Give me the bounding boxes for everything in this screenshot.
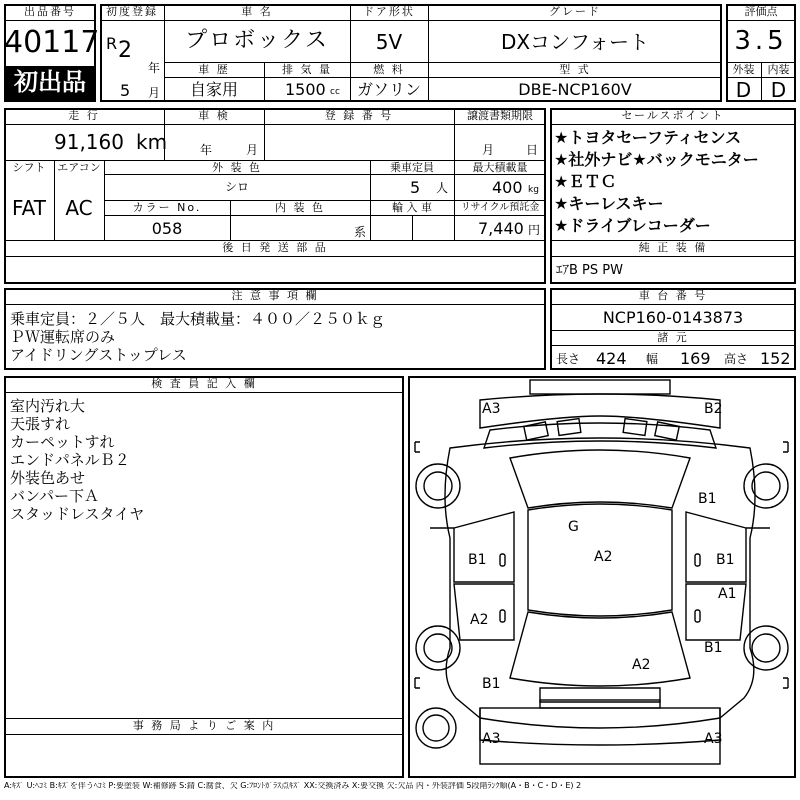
registration-era: R bbox=[106, 34, 118, 53]
inspector-note: 室内汚れ大 bbox=[10, 397, 86, 415]
sales-points-list bbox=[554, 130, 759, 240]
history-label: 車 歴 bbox=[198, 63, 230, 76]
person-unit: 人 bbox=[436, 181, 449, 195]
damage-windshield: G bbox=[568, 519, 579, 535]
grade-label: グレード bbox=[549, 5, 601, 18]
interior-grade: D bbox=[770, 78, 787, 102]
exterior-grade: D bbox=[735, 78, 752, 102]
import-label: 輸 入 車 bbox=[392, 201, 432, 214]
sales-point-item: ★ドライブレコーダー bbox=[554, 216, 711, 235]
inspector-note: バンパー下Ａ bbox=[10, 487, 99, 505]
damage-right-rear-door: A1 bbox=[718, 586, 737, 602]
interior-label: 内装 bbox=[767, 63, 790, 76]
capacity-value: 5 bbox=[410, 178, 421, 197]
car-name: プロボックス bbox=[185, 28, 329, 53]
damage-rear-left: A3 bbox=[482, 731, 501, 747]
registration-year: 2 bbox=[118, 38, 132, 63]
plate-label: 登 録 番 号 bbox=[324, 109, 394, 122]
transfer-month: 月 bbox=[482, 143, 495, 157]
car-name-label: 車 名 bbox=[241, 5, 273, 18]
month-char: 月 bbox=[148, 86, 161, 100]
sales-point-item: ★社外ナビ★バックモニター bbox=[554, 150, 759, 169]
shift-label: シフト bbox=[12, 161, 46, 174]
color-no-label: カラー No. bbox=[132, 201, 202, 214]
yen-unit: 円 bbox=[528, 223, 541, 237]
registration-label: 初度登録 bbox=[106, 5, 158, 18]
genuine-label: 純 正 装 備 bbox=[638, 241, 708, 254]
caution-line: ＰＷ運転席のみ bbox=[10, 328, 116, 346]
interior-color-label: 内 装 色 bbox=[275, 201, 325, 214]
model-code: DBE-NCP160V bbox=[518, 80, 632, 99]
load-value: 400 bbox=[492, 178, 523, 197]
sales-points-label: セールスポイント bbox=[621, 109, 725, 122]
fuel-label: 燃 料 bbox=[373, 63, 405, 76]
displacement-label: 排 気 量 bbox=[282, 63, 332, 76]
displacement-value: 1500 bbox=[285, 80, 326, 99]
kei-char: 系 bbox=[354, 225, 367, 239]
model-label: 型 式 bbox=[559, 63, 591, 76]
caution-lines bbox=[10, 310, 385, 364]
inspector-notes bbox=[10, 397, 144, 523]
ac-label: エアコン bbox=[57, 161, 101, 174]
recycle-label: リサイクル預託金 bbox=[460, 202, 540, 213]
registration-month: 5 bbox=[120, 81, 131, 100]
grade-value: DXコンフォート bbox=[500, 30, 650, 54]
lot-number: 40117 bbox=[4, 25, 100, 60]
inspector-note: 天張すれ bbox=[10, 415, 71, 433]
capacity-label: 乗車定員 bbox=[390, 161, 434, 174]
damage-right-front-door: B1 bbox=[716, 552, 735, 568]
legend-text: A:ｷｽﾞ U:ﾍｺﾐ B:ｷｽﾞを伴うﾍｺﾐ P:要塗装 W:補修跡 S:錆 C:腐食、欠 G:ﾌﾛﾝﾄｶﾞﾗｽ点ｷｽﾞ XX:交換済み X:要交換 欠:欠品 内・外装評価 5段階ﾗﾝｸ順(A・B・C・D・E) 2 bbox=[4, 782, 582, 790]
inspector-note: エンドパネルＢ２ bbox=[10, 451, 130, 469]
damage-roof: A2 bbox=[594, 549, 613, 565]
damage-left-rear-fender: B1 bbox=[482, 676, 501, 692]
fuel-value: ガソリン bbox=[356, 80, 421, 99]
color-no-value: 058 bbox=[151, 219, 183, 238]
caution-label: 注 意 事 項 欄 bbox=[231, 289, 319, 302]
mileage-label: 走 行 bbox=[68, 109, 100, 122]
door-label: ドア形状 bbox=[363, 5, 415, 18]
inspection-year: 年 bbox=[200, 143, 213, 157]
length-label: 長さ bbox=[556, 352, 581, 366]
lot-label: 出品番号 bbox=[24, 5, 76, 18]
dims-label: 諸 元 bbox=[657, 331, 689, 344]
color-value: シロ bbox=[224, 180, 249, 194]
exterior-label: 外装 bbox=[732, 63, 755, 76]
score-label: 評価点 bbox=[744, 5, 778, 18]
car-diagram bbox=[410, 378, 794, 776]
inspector-note: スタッドレスタイヤ bbox=[10, 505, 145, 523]
color-label: 外 装 色 bbox=[212, 161, 262, 174]
office-label: 事 務 局 よ り ご 案 内 bbox=[132, 719, 276, 732]
first-listing-text: 初出品 bbox=[14, 68, 86, 96]
inspector-note: カーペットすれ bbox=[10, 433, 115, 451]
damage-rear-right: A3 bbox=[704, 731, 723, 747]
ac-value: AC bbox=[65, 196, 93, 220]
damage-right-rear-fender: B1 bbox=[704, 640, 723, 656]
width-value: 169 bbox=[680, 349, 711, 368]
damage-front-left: A3 bbox=[482, 401, 501, 417]
width-label: 幅 bbox=[646, 352, 659, 366]
kg-unit: kg bbox=[528, 185, 539, 195]
inspector-label: 検 査 員 記 入 欄 bbox=[151, 377, 257, 390]
score-value: 3.5 bbox=[734, 26, 788, 56]
cc-unit: cc bbox=[330, 87, 340, 97]
door-type: 5V bbox=[375, 30, 403, 54]
damage-front-right: B2 bbox=[704, 401, 723, 417]
year-char: 年 bbox=[148, 61, 161, 75]
height-value: 152 bbox=[760, 349, 791, 368]
transfer-day: 日 bbox=[526, 143, 539, 157]
chassis-label: 車 台 番 号 bbox=[638, 289, 708, 302]
damage-left-rear-door: A2 bbox=[470, 612, 489, 628]
transfer-label: 譲渡書類期限 bbox=[467, 109, 533, 122]
sales-point-item: ★トヨタセーフティセンス bbox=[554, 128, 742, 147]
damage-left-front-door: B1 bbox=[468, 552, 487, 568]
length-value: 424 bbox=[596, 349, 627, 368]
later-parts-label: 後 日 発 送 部 品 bbox=[222, 241, 328, 254]
inspection-label: 車 検 bbox=[198, 109, 230, 122]
mileage-value: 91,160 bbox=[54, 130, 124, 154]
km-unit: km bbox=[136, 130, 168, 154]
height-label: 高さ bbox=[724, 352, 749, 366]
inspection-month: 月 bbox=[246, 143, 259, 157]
sales-point-item: ★キーレスキー bbox=[554, 194, 664, 213]
caution-line: 乗車定員：２／５人 最大積載量：４００／２５０ｋｇ bbox=[10, 310, 386, 328]
shift-value: FAT bbox=[11, 196, 46, 220]
load-label: 最大積載量 bbox=[472, 161, 528, 174]
sales-point-item: ★ＥＴＣ bbox=[554, 172, 617, 191]
inspector-note: 外装色あせ bbox=[10, 469, 86, 487]
caution-line: アイドリングストップレス bbox=[10, 346, 187, 364]
genuine-value: ｴｱB PS PW bbox=[556, 263, 623, 278]
chassis-number: NCP160-0143873 bbox=[602, 308, 744, 327]
history-value: 自家用 bbox=[189, 80, 238, 99]
damage-trunk: A2 bbox=[632, 657, 651, 673]
recycle-value: 7,440 bbox=[478, 219, 524, 238]
damage-right-front-fender: B1 bbox=[698, 491, 717, 507]
